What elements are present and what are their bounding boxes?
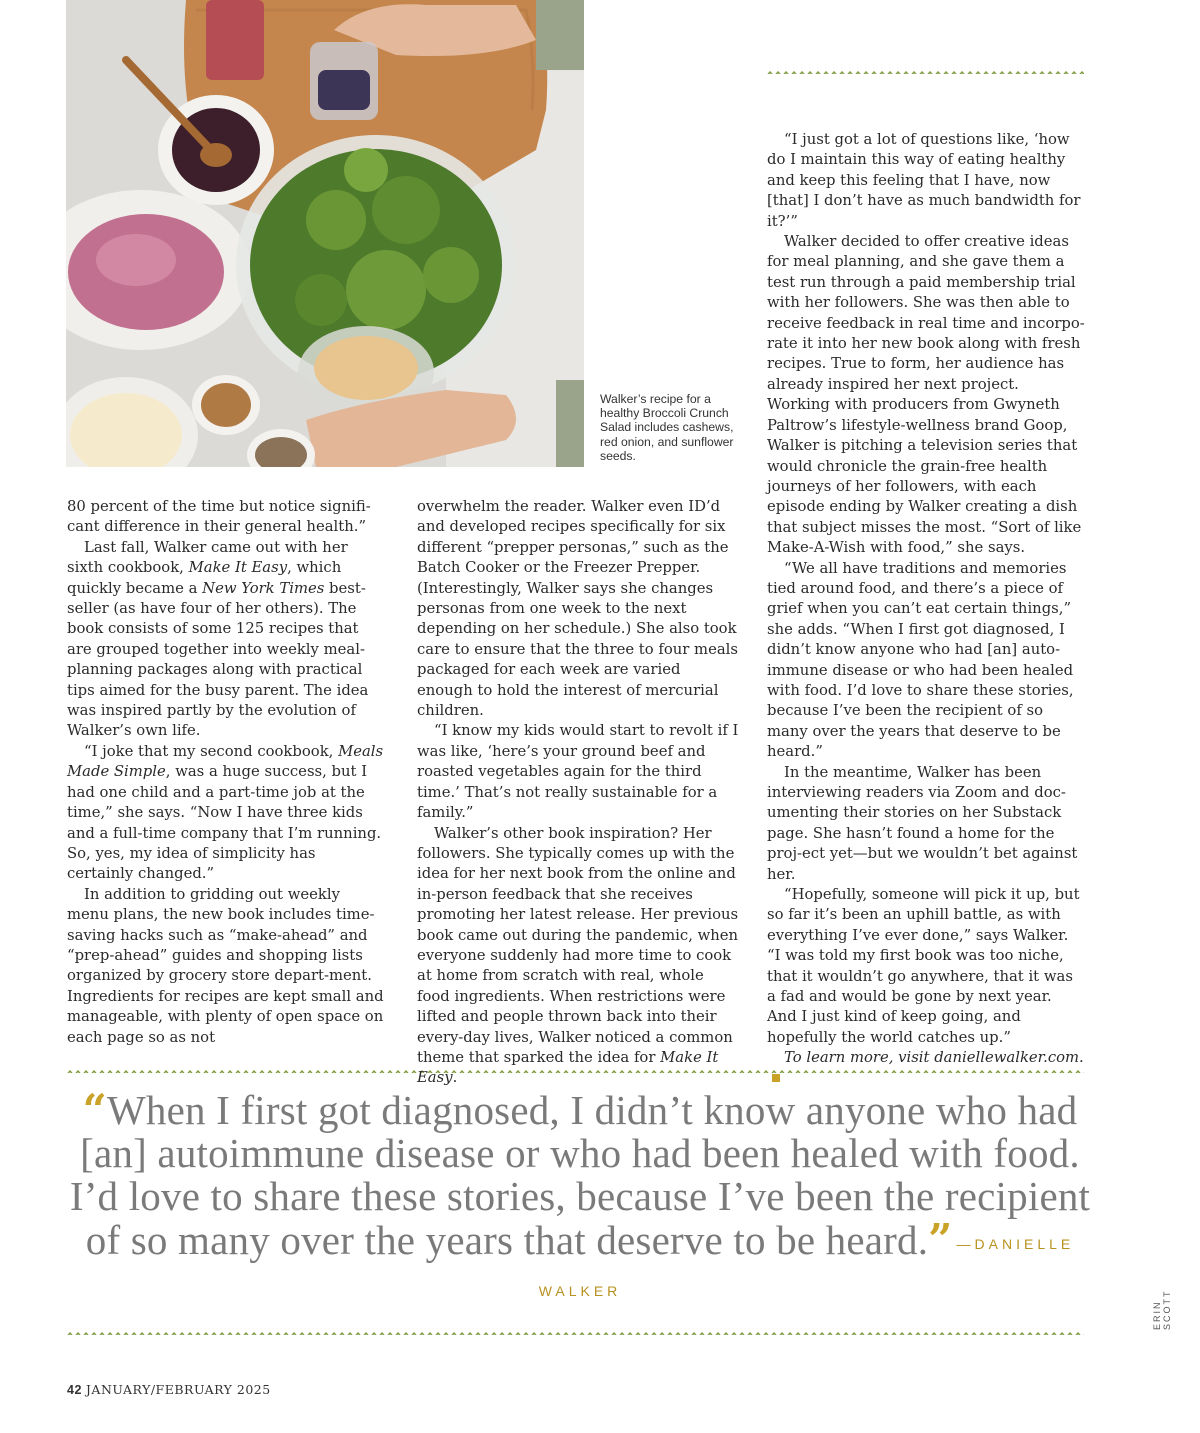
close-quote-mark: ”: [928, 1215, 953, 1264]
pull-quote-attribution: —DANIELLE WALKER: [538, 1236, 1075, 1300]
paragraph: 80 percent of the time but notice signifi-cant difference in their general health.”: [67, 498, 371, 536]
border-pattern: [66, 1332, 1084, 1335]
pullquote-bottom-border: [66, 1326, 1084, 1335]
paragraph: In addition to gridding out weekly menu plans, the new book includes time-saving hacks such as “make-ahead” and “prep-ahead” guides and shopping lists organized by grocery store depart-ment. Ingredients for recipes are kept small and manageable, with plenty of open space on each page so as not: [67, 885, 384, 1046]
issue-date: JANUARY/FEBRUARY 2025: [85, 1382, 271, 1397]
page-number: 42: [67, 1383, 82, 1397]
open-quote-mark: “: [82, 1085, 107, 1134]
pull-quote: [60, 1085, 1100, 1313]
pull-quote-text: When I first got diagnosed, I didn’t know anyone who had [an] autoimmune disease or who had been healed with food. I’d love to share these stories, because I’ve been the recipient of so many over the years that deserve to be heard.: [69, 1087, 1091, 1263]
photo-caption: Walker’s recipe for a healthy Broccoli Crunch Salad includes cashews, red onion, and sunflower seeds.: [600, 392, 734, 463]
closing-paragraph: [767, 1048, 1085, 1089]
photo-credit: ERIN SCOTT: [1152, 1289, 1172, 1330]
end-mark-icon: [772, 1074, 780, 1082]
paragraph: Walker’s other book inspiration? Her followers. She typically comes up with the idea for her next book from the online and in-person feedback that she receives promoting her latest release. Her previous book came out during the pandemic, when everyone suddenly had more time to cook at home from scratch with real, whole food ingredients. When restrictions were lifted and people thrown back into their every-day lives, Walker noticed a common theme that sparked the idea for Make It Easy.: [417, 824, 739, 1087]
article-column-2: [417, 497, 739, 1089]
border-pattern: [766, 71, 1084, 74]
website-link-text[interactable]: To learn more, visit daniellewalker.com.: [784, 1049, 1084, 1067]
article-column-1: [67, 497, 385, 1048]
paragraph: Walker decided to offer creative ideas for meal planning, and she gave them a test run through a paid membership trial with her followers. She was then able to receive feedback in real time and incorpo-rate it into her new book along with fresh recipes. True to form, her audience has already inspired her next project. Working with producers from Gwyneth Paltrow’s lifestyle-wellness brand Goop, Walker is pitching a television series that would chronicle the grain-free health journeys of her followers, with each episode ending by Walker creating a dish that subject misses the most. “Sort of like Make-A-Wish with food,” she says.: [767, 233, 1085, 557]
paragraph: “I know my kids would start to revolt if I was like, ‘here’s your ground beef and roasted vegetables again for the third time.’ That’s not really sustainable for a family.”: [417, 722, 739, 822]
article-column-3: [767, 130, 1085, 1089]
paragraph: In the meantime, Walker has been interviewing readers via Zoom and doc-umenting their stories on her Substack page. She hasn’t found a home for the proj-ect yet—but we wouldn’t bet against her.: [767, 763, 1078, 883]
paragraph: overwhelm the reader. Walker even ID’d and developed recipes specifically for six different “prepper personas,” such as the Batch Cooker or the Freezer Prepper. (Interestingly, Walker says she changes personas from one week to the next depending on her schedule.) She also took care to ensure that the three to four meals packaged for each week are varied enough to hold the interest of mercurial children.: [417, 498, 738, 720]
paragraph: “We all have traditions and memories tied around food, and there’s a piece of grief when you can’t eat certain things,” she adds. “When I first got diagnosed, I didn’t know anyone who had [an] auto-immune disease or who had been healed with food. I’d love to share these stories, because I’ve been the recipient of so many over the years that deserve to be heard.”: [767, 559, 1074, 761]
salad-photo: [66, 0, 584, 467]
paragraph: “Hopefully, someone will pick it up, but so far it’s been an uphill battle, as with everything I’ve ever done,” says Walker. “I was told my first book was too niche, that it wouldn’t go anywhere, that it was a fad and would be gone by next year. And I just kind of keep going, and hopefully the world catches up.”: [767, 886, 1080, 1046]
salad-illustration: [66, 0, 584, 467]
folio: [67, 1382, 271, 1397]
paragraph: “I joke that my second cookbook, Meals Made Simple, was a huge success, but I had one child and a part-time job at the time,” she says. “Now I have three kids and a full-time company that I’m running. So, yes, my idea of simplicity has certainly changed.”: [67, 742, 384, 883]
paragraph: “I just got a lot of questions like, ‘how do I maintain this way of eating healthy and keep this feeling that I have, now [that] I don’t have as much bandwidth for it?’”: [767, 131, 1081, 230]
paragraph: Last fall, Walker came out with her sixth cookbook, Make It Easy, which quickly became a New York Times best-seller (as have four of her others). The book consists of some 125 recipes that are grouped together into weekly meal-planning packages along with practical tips aimed for the busy parent. The idea was inspired partly by the evolution of Walker’s own life.: [67, 538, 369, 740]
top-border-ornament: [766, 65, 1084, 74]
